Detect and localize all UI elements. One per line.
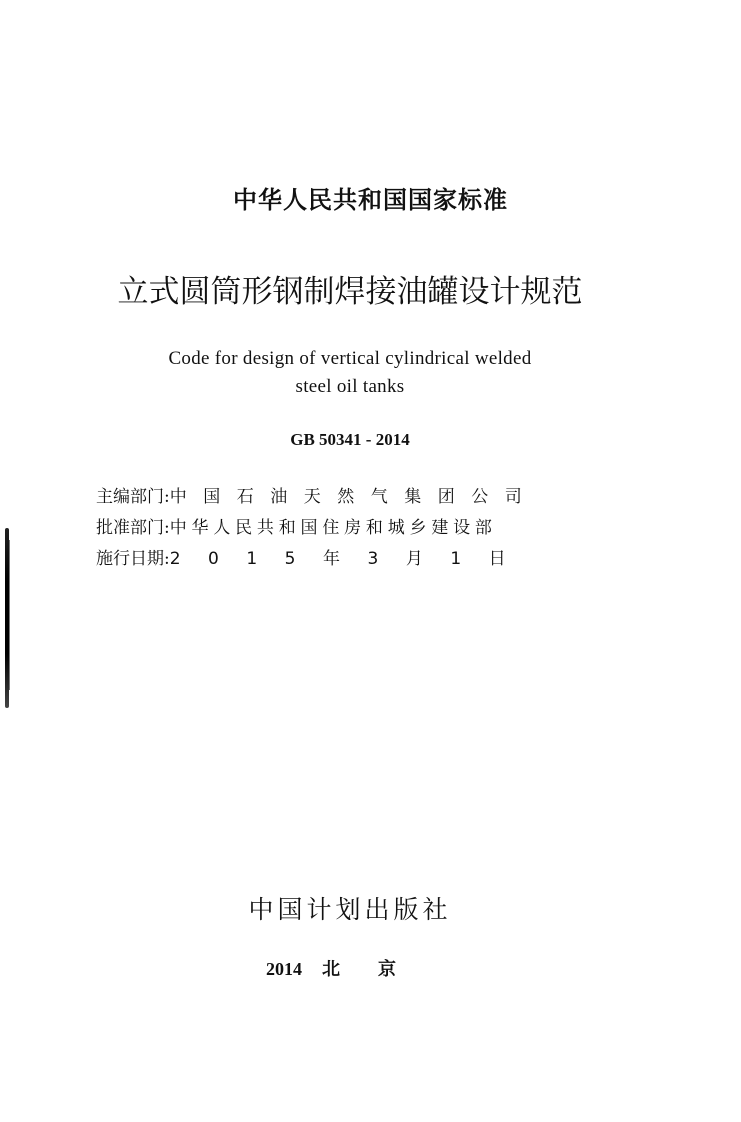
publisher-name: 中国计划出版社 <box>248 895 452 924</box>
english-title <box>0 345 700 401</box>
effective-date-label: 施行日期: <box>96 549 170 569</box>
publication-city: 北京 <box>322 959 434 980</box>
english-title-line-1: Code for design of vertical cylindrical welded <box>168 348 532 369</box>
approval-department-value: 中华人民共和国住房和城乡建设部 <box>169 518 497 538</box>
effective-date-value: 2015年3月1日 <box>169 549 534 569</box>
approval-department-row <box>96 516 606 540</box>
english-title-line-2: steel oil tanks <box>295 376 405 397</box>
publication-place <box>0 955 700 981</box>
editor-department-value: 中国石油天然气集团公司 <box>169 487 539 507</box>
chinese-title: 立式圆筒形钢制焊接油罐设计规范 <box>117 274 583 310</box>
editor-department-row <box>96 485 606 509</box>
approval-department-label: 批准部门: <box>96 518 170 538</box>
standard-type-heading: 中华人民共和国国家标准 <box>233 186 508 214</box>
effective-date-row <box>96 547 606 571</box>
page-binding-line <box>9 540 10 690</box>
standard-code: GB 50341 - 2014 <box>290 430 410 449</box>
publication-year: 2014 <box>266 959 302 979</box>
editor-department-label: 主编部门: <box>96 487 170 507</box>
